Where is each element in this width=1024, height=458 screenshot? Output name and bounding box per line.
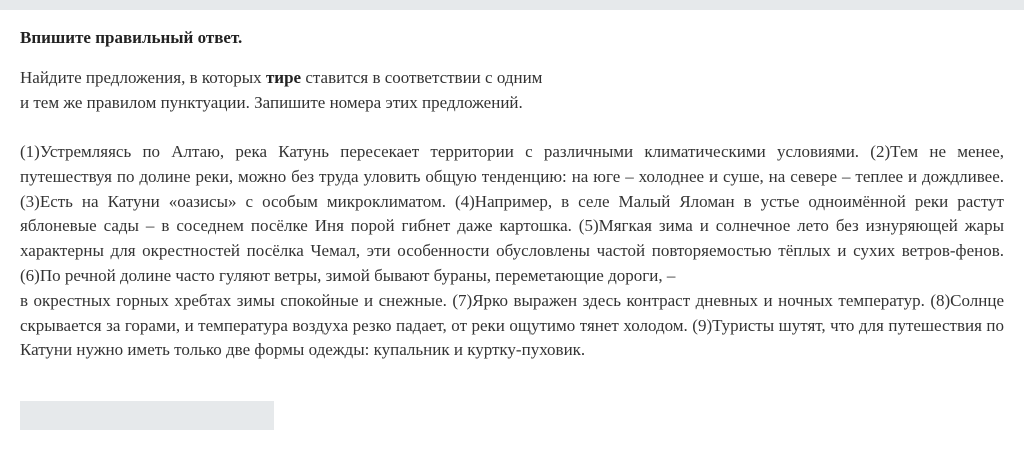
passage-segment-1: (1)Устремляясь по Алтаю, река Катунь пересекает территории с различными климатическими условиями. (2)Тем не менее, путешествуя по долине реки, можно без труда уловить общую тенденцию: на юге – холоднее и суше, на севере – теплее и дождливее. (3)Есть на Катуни «оазисы» с особым микроклиматом. (4)Например, в селе Малый Яломан в устье одноимённой реки растут яблоневые сады – в соседнем посёлке Иня порой гибнет даже картошка. (5)Мягкая зима и солнечное лето без изнуряющей жары характерны для окрестностей посёлка Чемал, эти особенности обусловлены частой повторяемостью тёплых и сухих ветров-фенов. (6)По речной долине часто гуляют ветры, зимой бывают бураны, переметающие дороги, – — [20, 142, 1004, 285]
task-text-line2: и тем же правилом пунктуации. Запишите номера этих предложений. — [20, 93, 523, 112]
task-text — [20, 65, 1004, 115]
task-container — [20, 26, 1004, 363]
task-text-part1: Найдите предложения, в которых — [20, 68, 266, 87]
top-bar — [0, 0, 1024, 10]
passage-segment-2: в окрестных горных хребтах зимы спокойные и снежные. (7)Ярко выражен здесь контраст дневных и ночных температур. (8)Солнце скрывается за горами, и температура воздуха резко падает, от реки ощутимо тянет холодом. (9)Туристы шутят, что для путешествия по Катуни нужно иметь только две формы одежды: купальник и куртку-пуховик. — [20, 290, 1004, 360]
task-text-part2: ставится в соответствии с одним — [301, 68, 543, 87]
instruction-heading: Впишите правильный ответ. — [20, 28, 243, 47]
answer-input[interactable] — [20, 401, 274, 430]
task-keyword: тире — [265, 68, 302, 87]
passage-text — [20, 140, 1004, 363]
